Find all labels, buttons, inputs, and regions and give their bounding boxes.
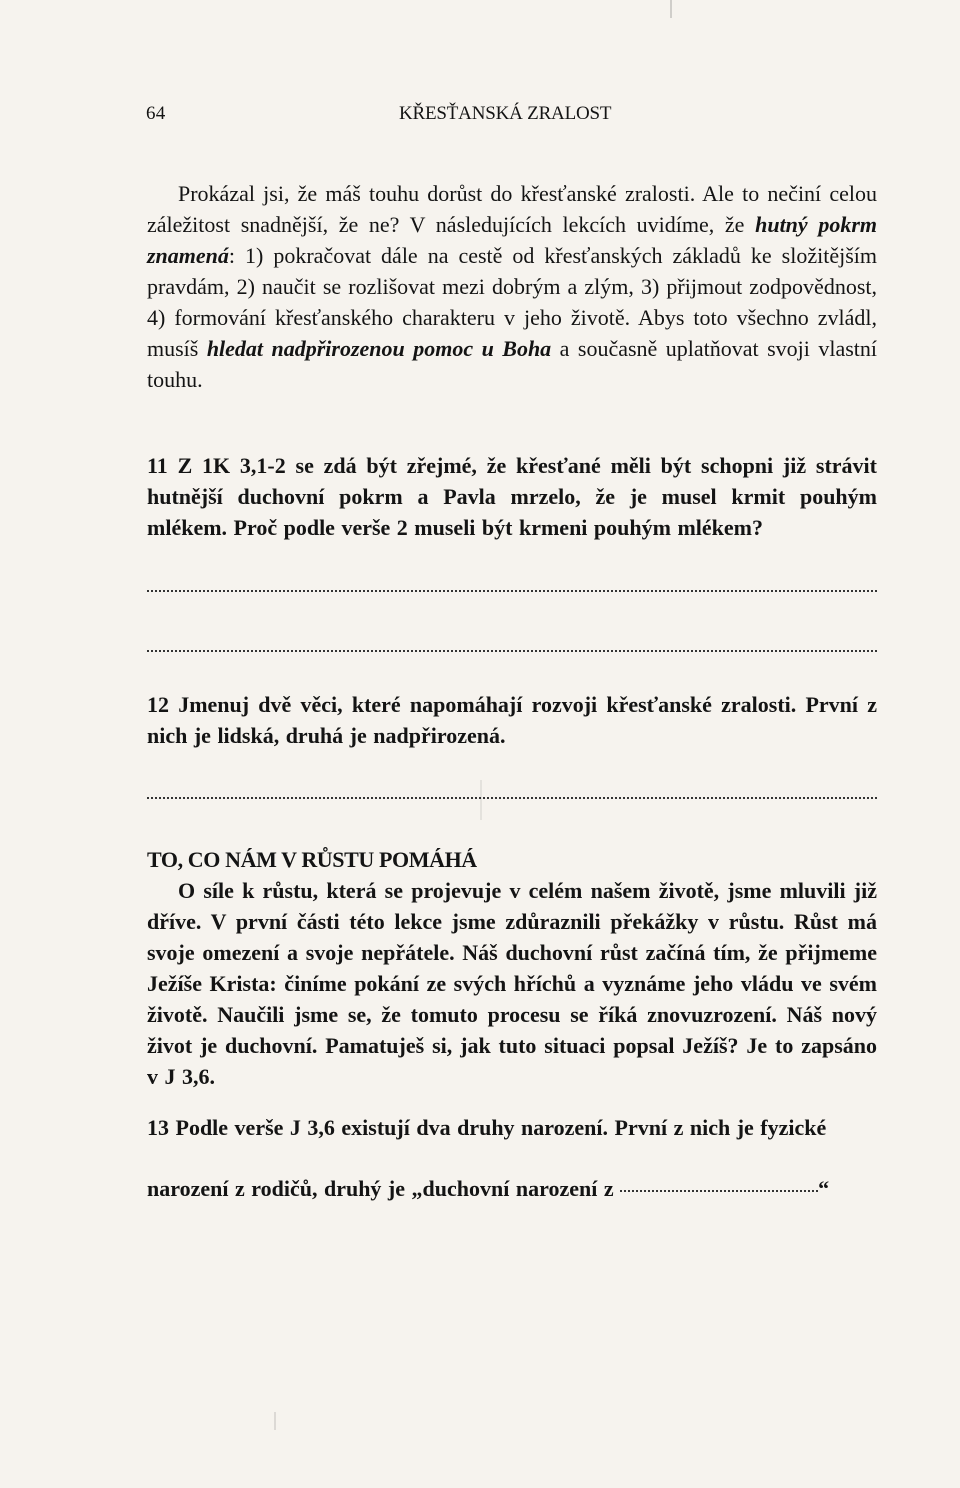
scan-mark (480, 780, 482, 820)
answer-line-13[interactable] (620, 1190, 818, 1192)
question-12 (147, 689, 877, 753)
question-11 (147, 450, 877, 545)
answer-line-11-2[interactable] (147, 650, 877, 654)
question-13 (147, 1112, 877, 1144)
closing-quote: “ (818, 1176, 830, 1201)
emphasis-supernatural-help: hledat nadpřirozenou pomoc u Boha (206, 336, 552, 361)
question-12-number: 12 (147, 692, 169, 717)
running-header (146, 103, 876, 129)
intro-text-part-2: : 1) pokračovat dále na cestě od křesťanských základů ke složitějším pravdám, 2) naučit se rozlišovat mezi dobrým a zlým, 3) přijmout zodpovědnost, 4) formování křesťanského charakteru v jeho životě. Abys toto všechno zvládl, musíš (147, 243, 877, 361)
question-11-number: 11 (147, 453, 168, 478)
intro-paragraph (147, 178, 877, 418)
answer-line-12[interactable] (147, 797, 877, 801)
answer-line-11-1[interactable] (147, 590, 877, 594)
scan-mark (670, 0, 672, 18)
question-11-text: Z 1K 3,1-2 se zdá být zřejmé, že křesťané měli být schopni již strávit hutnější duchovní pokrm a Pavla mrzelo, že je musel krmit pouhým mlékem. Proč podle verše 2 museli být krmeni pouhým mlékem? (147, 453, 877, 540)
question-13-continuation-text: narození z rodičů, druhý je „duchovní narození z (147, 1176, 614, 1201)
scan-mark (274, 1412, 276, 1430)
question-13-continuation (147, 1173, 877, 1205)
question-12-text: Jmenuj dvě věci, které napomáhají rozvoji křesťanské zralosti. První z nich je lidská, druhá je nadpřirozená. (147, 692, 877, 748)
growth-help-paragraph (147, 875, 877, 1089)
section-heading: TO, CO NÁM V RŮSTU POMÁHÁ (147, 847, 477, 873)
growth-help-text: O síle k růstu, která se projevuje v celém našem životě, jsme mluvili již dříve. V první části této lekce jsme zdůraznili překážky v růstu. Růst má svoje omezení a svoje nepřátele. Náš duchovní růst začíná tím, že přijmeme Ježíše Krista: činíme pokání ze svých hříchů a vyznáme jeho vládu ve svém životě. Naučili jsme se, že tomuto procesu se říká znovuzrození. Náš nový život je duchovní. Pamatuješ si, jak tuto situaci popsal Ježíš? Je to zapsáno v J 3,6. (147, 878, 877, 1089)
intro-text-part-3: a současně uplatňovat svoji vlastní touhu. (147, 336, 877, 392)
intro-text-part-1: Prokázal jsi, že máš touhu dorůst do křesťanské zralosti. Ale to nečiní celou záležitost snadnější, že ne? V následujících lekcích uvidíme, že (147, 181, 877, 237)
emphasis-hutny-pokrm: hutný pokrm znamená (147, 212, 877, 268)
question-13-text: Podle verše J 3,6 existují dva druhy narození. První z nich je fyzické (169, 1115, 827, 1140)
page-number: 64 (146, 103, 166, 124)
book-title: KŘESŤANSKÁ ZRALOST (399, 103, 612, 124)
question-13-number: 13 (147, 1115, 169, 1140)
